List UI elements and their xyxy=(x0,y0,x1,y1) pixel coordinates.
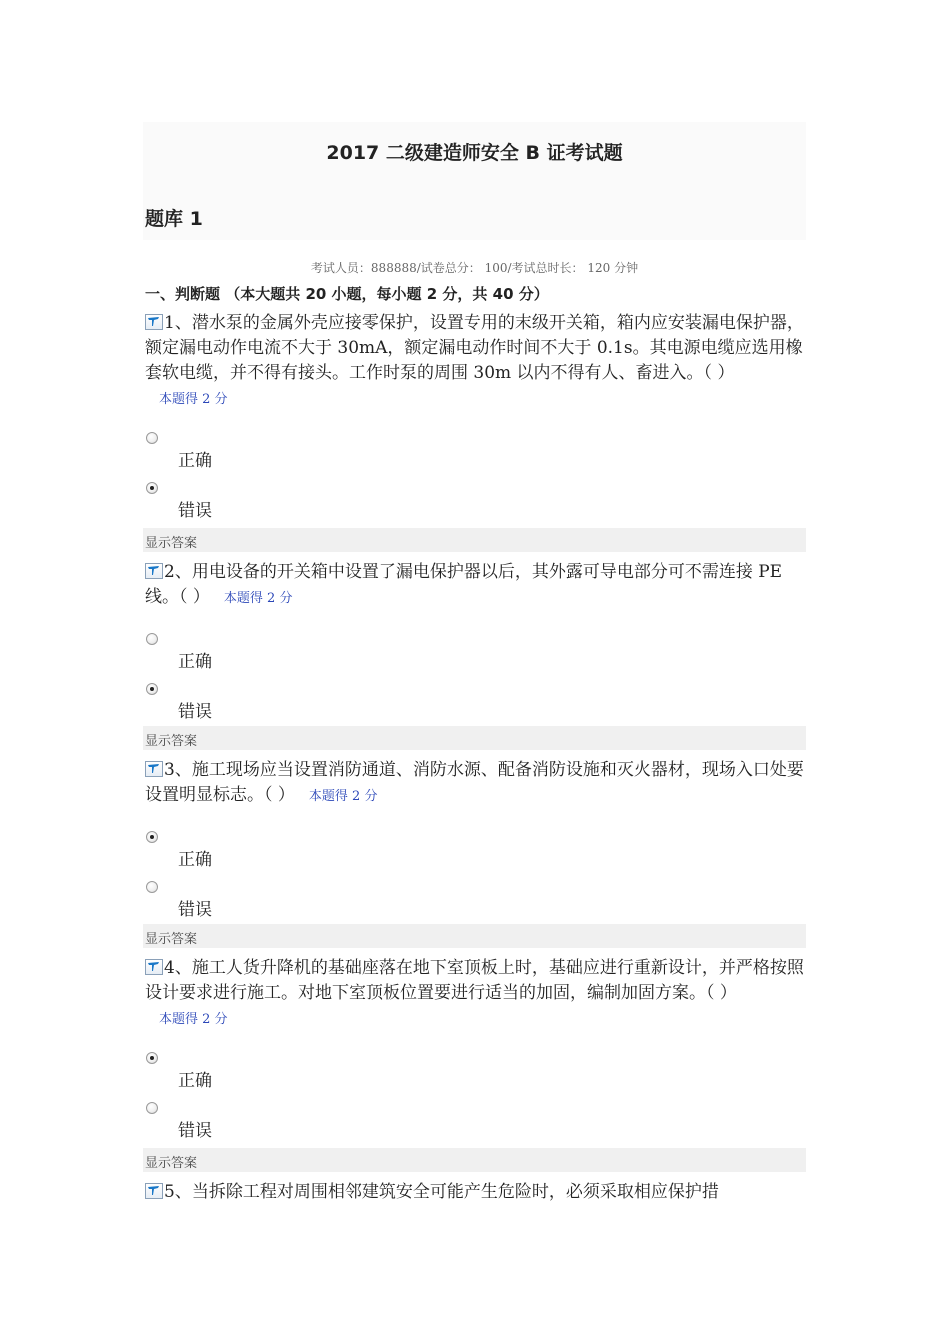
option-false[interactable] xyxy=(145,480,805,530)
radio-button-selected[interactable] xyxy=(146,831,158,843)
option-label: 正确 xyxy=(178,1071,212,1091)
option-false[interactable] xyxy=(145,681,805,731)
radio-button[interactable] xyxy=(146,881,158,893)
score-label: 本题得 2 分 xyxy=(223,591,293,606)
flag-icon[interactable] xyxy=(145,563,163,579)
option-label: 正确 xyxy=(178,451,212,471)
show-answer-bar[interactable] xyxy=(143,726,806,750)
option-false[interactable] xyxy=(145,879,805,929)
question-3 xyxy=(145,758,805,929)
question-4 xyxy=(145,956,805,1150)
option-label: 错误 xyxy=(178,900,212,920)
question-2-text: 2、用电设备的开关箱中设置了漏电保护器以后，其外露可导电部分可不需连接 PE 线。（ ） xyxy=(145,562,783,607)
show-answer-link[interactable]: 显示答案 xyxy=(145,932,198,947)
score-label: 本题得 2 分 xyxy=(308,789,378,804)
question-1-text: 1、潜水泵的金属外壳应接零保护，设置专用的末级开关箱，箱内应安装漏电保护器，额定漏电动作电流不大于 30mA，额定漏电动作时间不大于 0.1s。其电源电缆应选用橡套软电缆，并不得有接头。工作时泵的周围 30m 以内不得有人、畜进入。（ ） xyxy=(145,313,804,383)
option-true[interactable] xyxy=(145,631,805,681)
option-label: 错误 xyxy=(178,702,212,722)
radio-button-selected[interactable] xyxy=(146,1052,158,1064)
option-label: 正确 xyxy=(178,652,212,672)
document-title: 2017 二级建造师安全 B 证考试题 xyxy=(326,142,623,164)
radio-button[interactable] xyxy=(146,633,158,645)
question-4-text: 4、施工人货升降机的基础座落在地下室顶板上时，基础应进行重新设计，并严格按照设计要求进行施工。对地下室顶板位置要进行适当的加固，编制加固方案。（ ） xyxy=(145,958,804,1003)
option-label: 错误 xyxy=(178,501,212,521)
flag-icon[interactable] xyxy=(145,1183,163,1199)
question-text xyxy=(145,1180,805,1205)
question-bank-title: 题库 1 xyxy=(145,208,203,230)
score-label: 本题得 2 分 xyxy=(159,392,228,407)
show-answer-link[interactable]: 显示答案 xyxy=(145,1156,198,1171)
option-label: 正确 xyxy=(178,850,212,870)
flag-icon[interactable] xyxy=(145,959,163,975)
radio-button[interactable] xyxy=(146,432,158,444)
option-true[interactable] xyxy=(145,829,805,879)
question-text xyxy=(145,560,805,611)
question-1 xyxy=(145,311,805,530)
flag-icon[interactable] xyxy=(145,314,163,330)
exam-info: 考试人员：888888/试卷总分： 100/考试总时长： 120 分钟 xyxy=(310,261,639,275)
flag-icon[interactable] xyxy=(145,761,163,777)
show-answer-bar[interactable] xyxy=(143,924,806,948)
option-label: 错误 xyxy=(178,1121,212,1141)
option-true[interactable] xyxy=(145,1050,805,1100)
question-text xyxy=(145,956,805,1032)
question-2 xyxy=(145,560,805,731)
section-heading: 一、判断题 （本大题共 20 小题，每小题 2 分，共 40 分） xyxy=(145,285,549,303)
radio-button-selected[interactable] xyxy=(146,683,158,695)
show-answer-link[interactable]: 显示答案 xyxy=(145,536,198,551)
show-answer-bar[interactable] xyxy=(143,528,806,552)
option-false[interactable] xyxy=(145,1100,805,1150)
question-text xyxy=(145,311,805,412)
show-answer-bar[interactable] xyxy=(143,1148,806,1172)
score-label: 本题得 2 分 xyxy=(159,1012,228,1027)
header-block xyxy=(143,122,806,240)
question-5 xyxy=(145,1180,805,1205)
option-true[interactable] xyxy=(145,430,805,480)
radio-button[interactable] xyxy=(146,1102,158,1114)
question-3-text: 3、施工现场应当设置消防通道、消防水源、配备消防设施和灭火器材，现场入口处要设置明显标志。（ ） xyxy=(145,760,804,805)
question-text xyxy=(145,758,805,809)
question-5-text: 5、当拆除工程对周围相邻建筑安全可能产生危险时，必须采取相应保护措 xyxy=(164,1182,719,1202)
show-answer-link[interactable]: 显示答案 xyxy=(145,734,198,749)
radio-button-selected[interactable] xyxy=(146,482,158,494)
